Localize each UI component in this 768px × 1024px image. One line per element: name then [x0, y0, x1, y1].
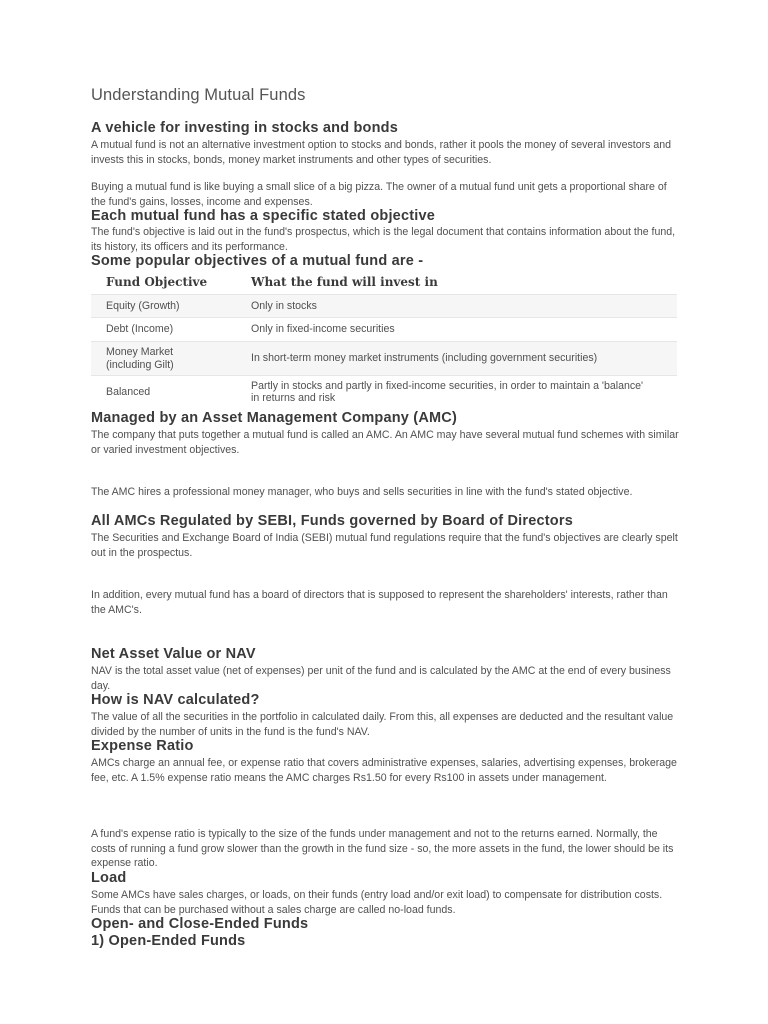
table-cell: Partly in stocks and partly in fixed-income securities, in order to maintain a 'balance' in returns and risk: [243, 376, 677, 409]
table-cell: In short-term money market instruments (including government securities): [243, 342, 677, 376]
objectives-table: [91, 269, 677, 408]
section-heading: All AMCs Regulated by SEBI, Funds governed by Board of Directors: [91, 513, 573, 529]
table-cell: Balanced: [91, 376, 243, 409]
column-header: Fund Objective: [106, 274, 208, 289]
section-heading: Open- and Close-Ended Funds: [91, 916, 309, 932]
paragraph: A mutual fund is not an alternative investment option to stocks and bonds, rather it pools the money of several investors and invests this in stocks, bonds, money market instruments and other types of securities.: [91, 139, 672, 166]
table-cell: Equity (Growth): [91, 295, 243, 318]
table-row: [91, 376, 677, 409]
paragraph: AMCs charge an annual fee, or expense ratio that covers administrative expenses, salaries, advertising expenses, brokerage fee, etc. A 1.5% expense ratio means the AMC charges Rs1.50 for every Rs100 in assets under management.: [91, 757, 677, 784]
paragraph: The value of all the securities in the portfolio in calculated daily. From this, all expenses are deducted and the resultant value divided by the number of units in the fund is the fund's NAV.: [91, 711, 674, 738]
paragraph: The fund's objective is laid out in the fund's prospectus, which is the legal document that contains information about the fund, its history, its officers and its performance.: [91, 226, 676, 253]
section-heading: Load: [91, 870, 127, 886]
table-cell: Only in fixed-income securities: [243, 318, 677, 342]
table-row: [91, 295, 677, 318]
table-row: [91, 342, 677, 376]
section-heading: Managed by an Asset Management Company (AMC): [91, 410, 457, 426]
column-header: What the fund will invest in: [251, 274, 438, 289]
table-cell: Debt (Income): [91, 318, 243, 342]
section-heading: Each mutual fund has a specific stated objective: [91, 208, 435, 224]
section-heading: Expense Ratio: [91, 738, 194, 754]
paragraph: A fund's expense ratio is typically to the size of the funds under management and not to the returns earned. Normally, the costs of running a fund grow slower than the growth in the fund size - so, the more assets in the fund, the lower should be its expense ratio.: [91, 828, 674, 870]
table-row: [91, 318, 677, 342]
table-cell: Money Market (including Gilt): [91, 342, 243, 376]
paragraph: In addition, every mutual fund has a board of directors that is supposed to represent the shareholders' interests, rather than the AMC's.: [91, 589, 668, 616]
paragraph: Some AMCs have sales charges, or loads, on their funds (entry load and/or exit load) to compensate for distribution costs. Funds that can be purchased without a sales charge are called no-load funds.: [91, 889, 663, 916]
paragraph: The AMC hires a professional money manager, who buys and sells securities in line with the fund's stated objective.: [91, 486, 633, 498]
section-heading: 1) Open-Ended Funds: [91, 933, 246, 949]
section-heading: Net Asset Value or NAV: [91, 646, 256, 662]
paragraph: The company that puts together a mutual fund is called an AMC. An AMC may have several mutual fund schemes with similar or varied investment objectives.: [91, 429, 679, 456]
section-heading: How is NAV calculated?: [91, 692, 260, 708]
table-cell: Only in stocks: [243, 295, 677, 318]
paragraph: The Securities and Exchange Board of India (SEBI) mutual fund regulations require that the fund's objectives are clearly spelt out in the prospectus.: [91, 532, 678, 559]
section-heading: A vehicle for investing in stocks and bonds: [91, 120, 398, 136]
page-title: Understanding Mutual Funds: [91, 86, 306, 104]
paragraph: NAV is the total asset value (net of expenses) per unit of the fund and is calculated by the AMC at the end of every business day.: [91, 665, 671, 692]
section-heading: Some popular objectives of a mutual fund are -: [91, 253, 424, 269]
table-header-row: [91, 269, 677, 295]
paragraph: Buying a mutual fund is like buying a small slice of a big pizza. The owner of a mutual fund unit gets a proportional share of the fund's gains, losses, income and expenses.: [91, 181, 667, 208]
